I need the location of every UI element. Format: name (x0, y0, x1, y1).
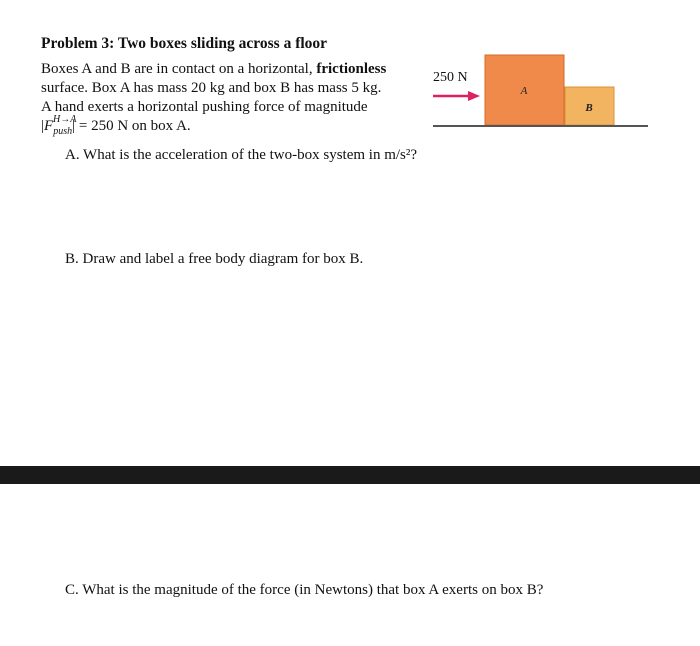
statement-line-4: |F H→A $_{push}$| = 250 N on box A. (41, 117, 421, 137)
frictionless-emphasis: frictionless (316, 61, 387, 77)
problem-statement (41, 60, 421, 137)
statement-line-3: A hand exerts a horizontal pushing force of magnitude (41, 99, 368, 115)
force-value: = 250 N on box A. (78, 118, 191, 134)
box-b-label: B (585, 102, 593, 114)
question-a: A. What is the acceleration of the two-box system in m/s²? (65, 147, 418, 163)
force-superscript: H→A (53, 114, 77, 125)
force-label: 250 N (433, 70, 468, 85)
force-vector-symbol: F H→A $_{push}$ (44, 117, 72, 137)
question-c: C. What is the magnitude of the force (in Newtons) that box A exerts on box B? (65, 582, 544, 598)
force-subscript: push (53, 126, 73, 137)
statement-line-1: Boxes A and B are in contact on a horizontal, frictionless (41, 61, 387, 77)
statement-line-2: surface. Box A has mass 20 kg and box B has mass 5 kg. (41, 80, 382, 96)
boxes-diagram (420, 50, 660, 140)
page-divider-bar (0, 466, 700, 484)
push-arrow-head (468, 91, 480, 101)
box-a-label: A (520, 85, 528, 97)
problem-title: Problem 3: Two boxes sliding across a floor (41, 35, 328, 52)
question-b: B. Draw and label a free body diagram for box B. (65, 251, 364, 267)
